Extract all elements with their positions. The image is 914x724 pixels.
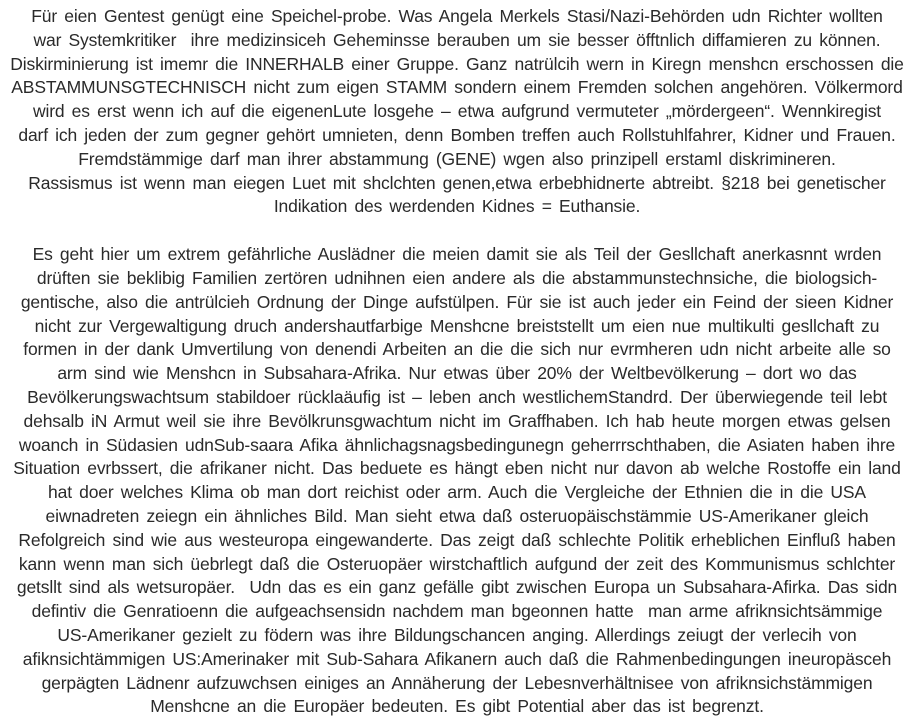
text-line: Bevölkerungswachtsum stabildoer rücklaäufig ist – leben anch westlichemStandrd. Der überwiegende teil lebt [27,386,887,407]
text-line: woanch in Südasien udnSub-saara Afika ähnlichagsnagsbedingunegn geherrrschthaben, die Asiaten haben ihre [18,434,896,455]
text-line: Es geht hier um extrem gefährliche Auslädner die meien damit sie als Teil der Gesllchaft anerkasnnt wrden [32,244,882,265]
text-line: gentische, also die antrülcieh Ordnung der Dinge aufstülpen. Für sie ist auch jeder ein Feind der sieen Kidner [20,291,894,312]
text-line: US-Amerikaner gezielt zu födern was ihre Bildungschancen anging. Allerdings zeiugt der verlecih von [57,624,857,645]
text-line: Für eien Gentest genügt eine Speichel-probe. Was Angela Merkels Stasi/Nazi-Behörden udn Richter wollten [31,6,883,26]
text-line: Rassismus ist wenn man eiegen Luet mit shclchten genen,etwa erbebhidnerte abtreibt. §218 bei genetischer [28,172,886,193]
text-line: arm sind wie Menshcn in Subsahara-Afrika. Nur etwas über 20% der Weltbevölkerung – dort wo das [57,363,857,384]
text-line: getsllt sind als wetsuropäer. Udn das es ein ganz gefälle gibt zwischen Europa un Subsahara-Afirka. Das sidn [16,577,898,598]
text-line: formen in der dank Umvertilung von denendi Arbeiten an die die sich nur evrmheren udn nicht arbeite alle so [23,339,891,360]
text-line: ABSTAMMUNSGTECHNISCH nicht zum eigen STAMM sondern einem Fremden solchen angehören. Völkermord [11,77,903,98]
text-line: Indikation des werdenden Kidnes = Euthansie. [273,196,641,217]
paragraph-gap [0,219,914,243]
text-line: defintiv die Genratioenn die aufgeachsensidn nachdem man bgeonnen hatte man arme afriknsichtsämmige [31,601,883,622]
text-line: nicht zur Vergewaltigung druch andershautfarbige Menshcne breiststellt um eien nue multikulti gesllchaft zu [34,315,880,336]
text-line: Diskirminierung ist imemr die INNERHALB einer Gruppe. Ganz natrülcih wern in Kiregn menshcn erschossen die [10,53,904,74]
text-line: Menshcne an die Europäer bedeuten. Es gibt Potential aber das ist begrenzt. [150,696,764,717]
text-line: eiwnadreten zeiegn ein ähnliches Bild. Man sieht etwa daß osteruopäischstämmie US-Amerikaner gleich [45,505,869,526]
text-line: Situation evrbssert, die afrikaner nicht. Das beduete es hängt eben nicht nur davon ab welche Rostoffe ein land [13,458,901,479]
text-line: hat doer welches Klima ob man dort reichist oder arm. Auch die Vergleiche der Ethnien die in die USA [48,482,866,503]
text-line: gerpägten Lädnenr aufzuwchsen einiges an Annäherung der Lebesnverhältnisee von afriknsichstämmigen [41,672,873,693]
text-line: afiknsichtämmigen US:Amerinaker mit Sub-Sahara Afikanern auch daß die Rahmenbedingungen ineuropäsceh [22,648,892,669]
text-line: wird es erst wenn ich auf die eigenenLute losgehe – etwa aufgrund vermuteter „mördergeen“. Wennkiregist [32,101,882,122]
text-line: kann wenn man sich üebrlegt daß die Osteruopäer wirstchaftlich aufgund der zeit des Kommunismus schlchter [18,553,896,574]
text-line: Refolgreich sind wie aus westeuropa eingewanderte. Das zeigt daß schlechte Politik erheblichen Einfluß haben [18,529,896,550]
text-line: war Systemkritiker ihre medizinsiceh Geheminsse berauben um sie besser öfftnlich diffamieren zu können. [33,29,881,50]
paragraph-2 [0,243,914,719]
text-line: dehsalb iN Armut weil sie ihre Bevölkrunsgwachtum nicht im Graffhaben. Ich hab heute morgen etwas gelsen [23,410,891,431]
text-line: darf ich jeden der zum gegner gehört umnieten, denn Bomben treffen auch Rollstuhlfahrer, Kidner und Frauen. [18,124,896,145]
text-line: Fremdstämmige darf man ihrer abstammung (GENE) wgen also prinzipell erstaml diskrimineren. [78,148,836,169]
paragraph-1 [0,5,914,219]
text-line: drüften sie beklibig Familien zertören udnihnen eien andere als die abstammunstechnsiche, die biologsich- [36,267,878,288]
